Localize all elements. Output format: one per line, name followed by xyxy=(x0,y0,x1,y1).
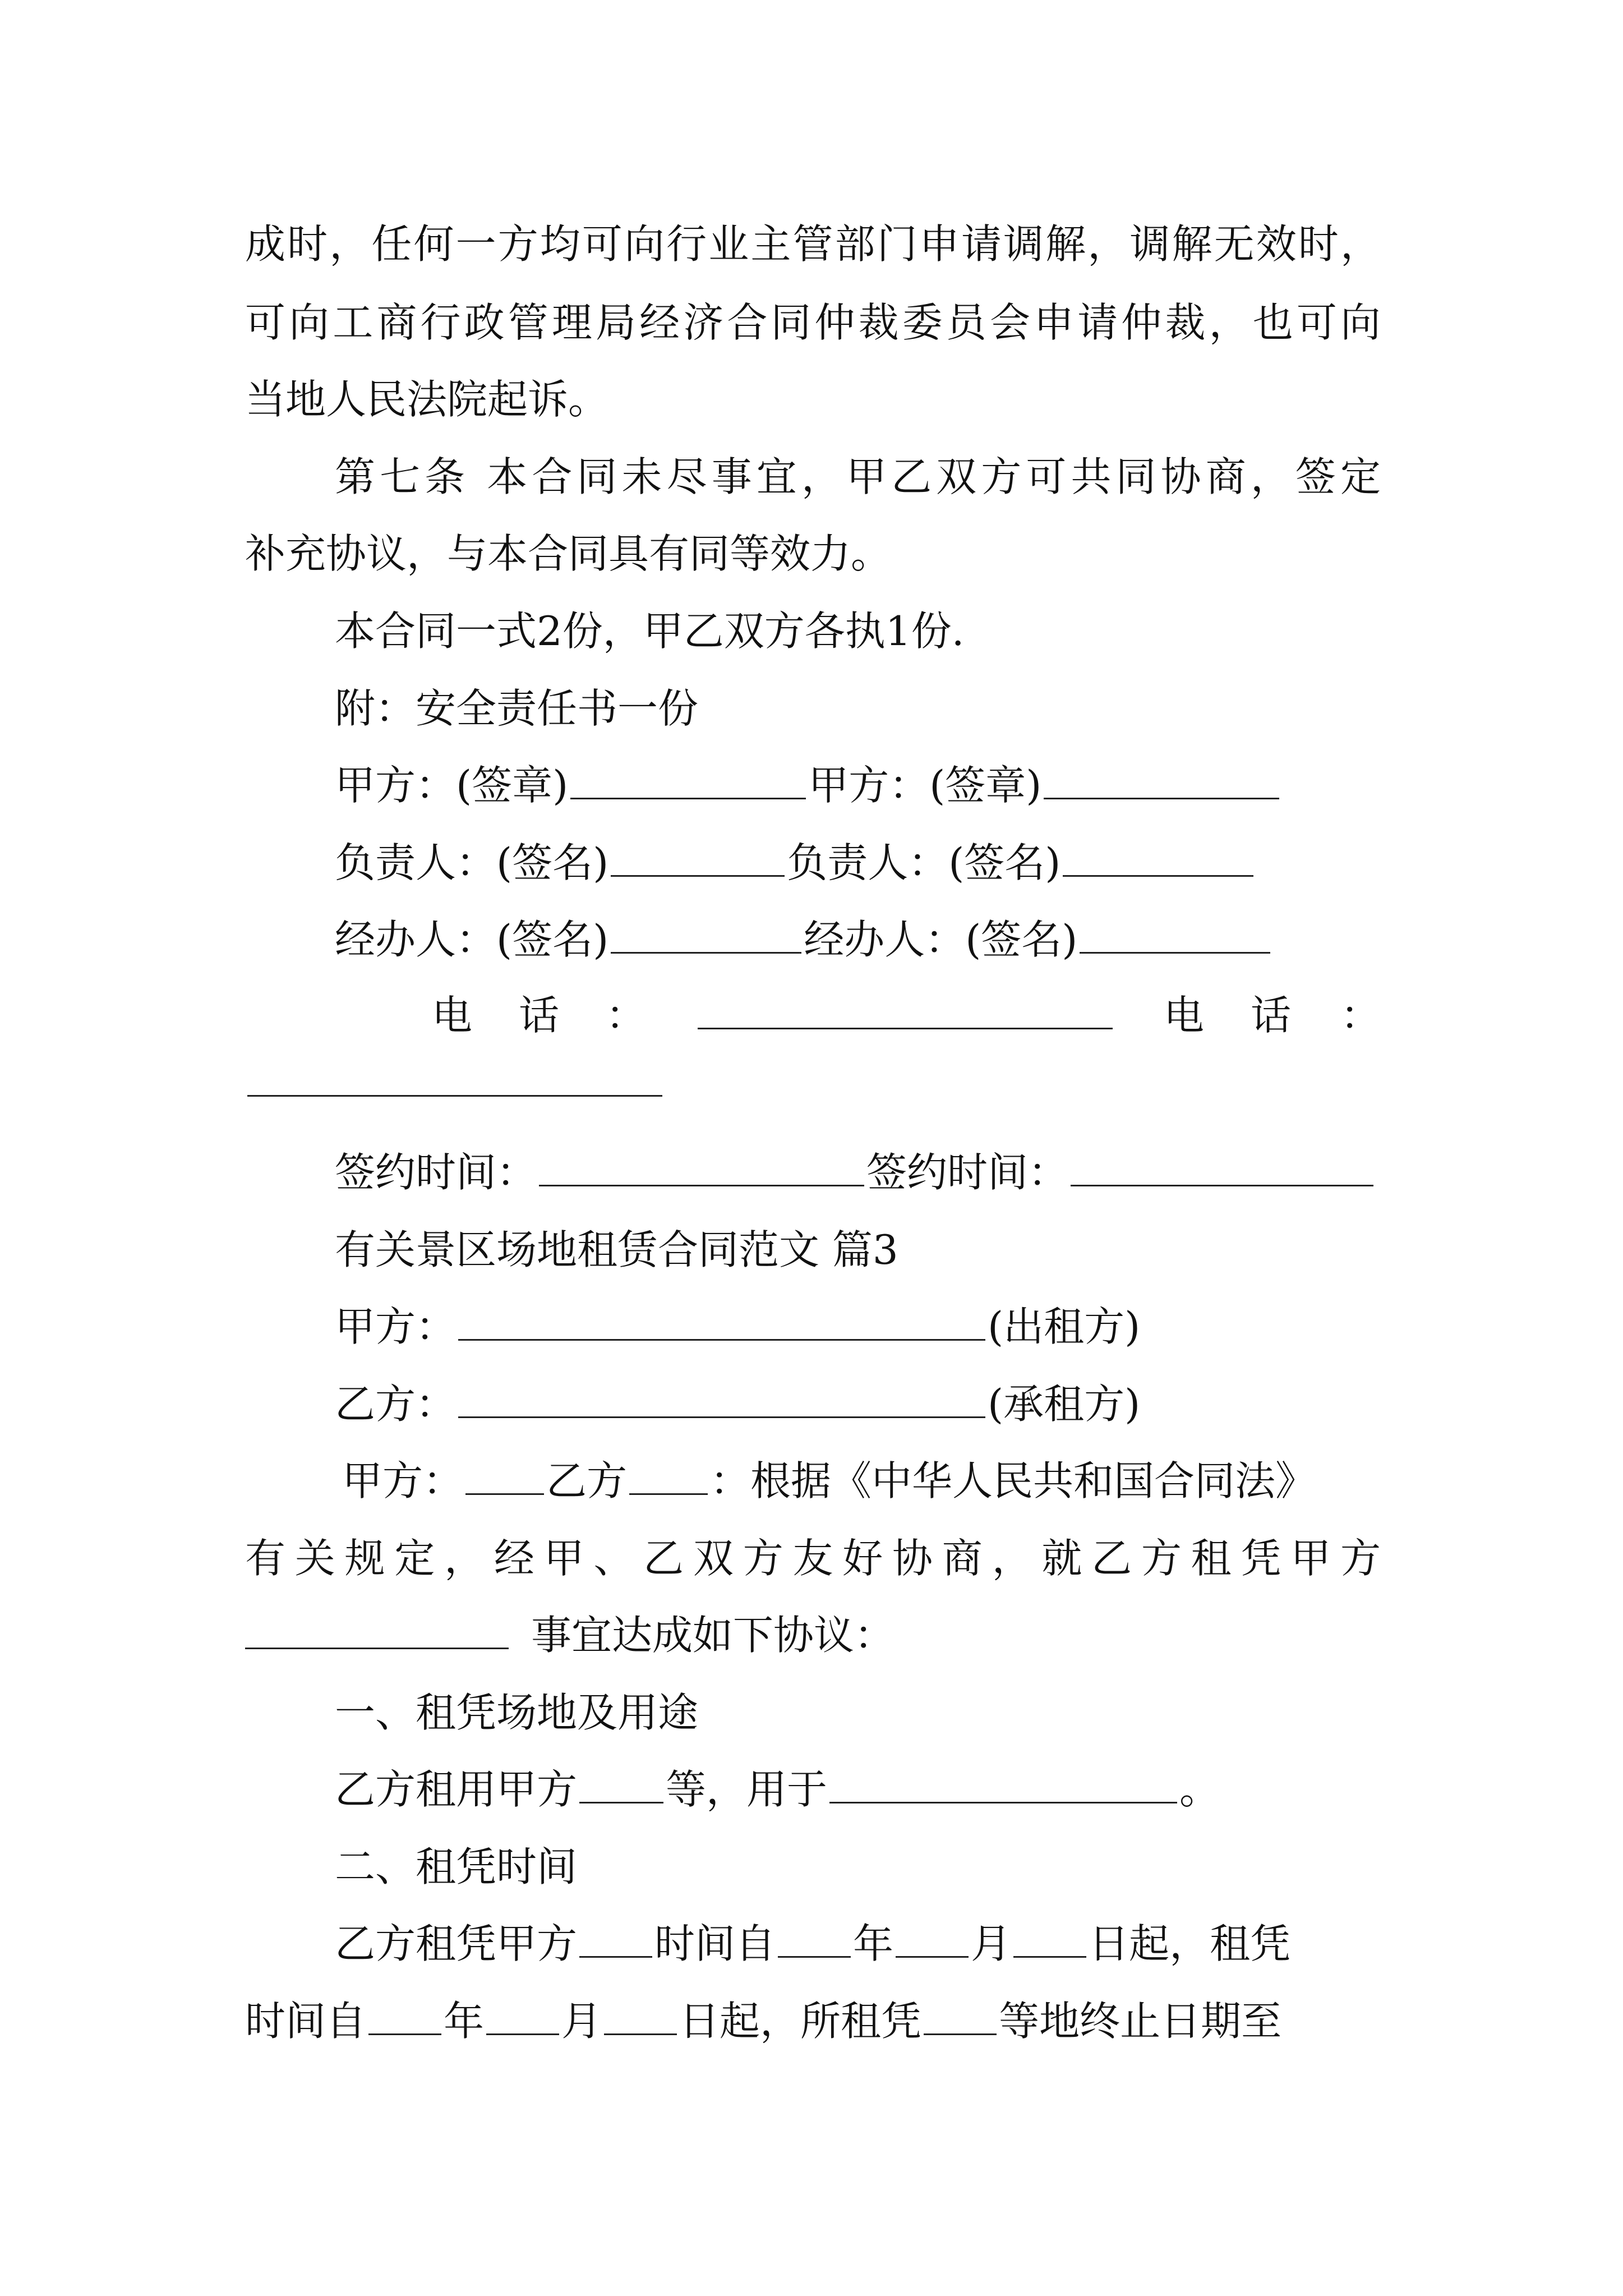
copies-clause: 本合同一式2份，甲乙双方各执1份. xyxy=(335,608,965,655)
lessee-label: 乙方： xyxy=(335,1381,457,1428)
party-a-seal-blank xyxy=(570,758,806,799)
use-premises-blank xyxy=(579,1763,663,1803)
phone-a-blank xyxy=(698,988,1113,1029)
sign-time-row xyxy=(335,1144,1376,1200)
phone-b-char2: 话 xyxy=(1251,992,1292,1039)
phone-b-char1: 电 xyxy=(1164,992,1205,1039)
phone-a-colon: ： xyxy=(606,992,647,1039)
section3-title: 有关景区场地租赁合同范文 篇3 xyxy=(335,1226,898,1273)
sign-time-a-blank xyxy=(539,1145,864,1186)
use-row: 乙方租用甲方 等，用于 。 xyxy=(335,1761,1220,1818)
lessee-role: (承租方) xyxy=(988,1381,1141,1428)
handler-a-blank xyxy=(611,913,801,954)
principal-b-label: 负责人：(签名) xyxy=(787,839,1061,886)
lessee-blank xyxy=(458,1377,985,1418)
term-year-blank xyxy=(778,1917,851,1958)
sign-time-b-blank xyxy=(1071,1145,1373,1186)
phone-b-blank-wrap xyxy=(245,1055,665,1111)
handler-b-label: 经办人：(签名) xyxy=(804,916,1078,963)
handler-a-label: 经办人：(签名) xyxy=(335,916,609,963)
term-item-blank xyxy=(579,1917,652,1958)
preamble-line-2: 有关规定，经甲、乙双方友好协商，就乙方租凭甲方 xyxy=(245,1535,1381,1582)
lessor-role: (出租方) xyxy=(988,1303,1141,1350)
term-month-blank xyxy=(896,1917,969,1958)
party-a-seal-label: 甲方：(签章) xyxy=(335,762,569,809)
article6-line-3: 当地人民法院起诉。 xyxy=(245,376,609,423)
premises-blank xyxy=(245,1608,509,1649)
article6-line-2: 可向工商行政管理局经济合同仲裁委员会申请仲裁，也可向 xyxy=(245,299,1381,346)
article6-line-1: 成时，任何一方均可向行业主管部门申请调解，调解无效时， xyxy=(245,220,1381,268)
party-b-seal-blank xyxy=(1044,758,1279,799)
article7-line-2: 补充协议，与本合同具有同等效力。 xyxy=(245,530,892,577)
principal-row xyxy=(335,835,1256,891)
term2-year-blank xyxy=(368,1994,441,2035)
lease-term-line-2: 时间自 年 月 日起，所租凭 等地终止日期至 xyxy=(245,1993,1281,2049)
preamble-line-3: 事宜达成如下协议： xyxy=(245,1607,895,1663)
lease-term-line-1: 乙方租凭甲方 时间自 年 月 日起，租凭 xyxy=(335,1916,1290,1972)
handler-row xyxy=(335,912,1272,968)
lessee-row xyxy=(335,1376,1140,1432)
heading-lease-term: 二、租凭时间 xyxy=(335,1843,578,1890)
heading-premises-use: 一、租凭场地及用途 xyxy=(335,1689,699,1736)
handler-b-blank xyxy=(1080,913,1270,954)
phone-b-blank xyxy=(247,1056,662,1097)
principal-b-blank xyxy=(1063,836,1253,877)
article7-line-1: 第七条 本合同未尽事宜，甲乙双方可共同协商，签定 xyxy=(335,453,1381,500)
lessor-row xyxy=(335,1299,1140,1355)
phone-a-char2: 话 xyxy=(519,992,560,1039)
term-day-blank xyxy=(1013,1917,1086,1958)
principal-a-blank xyxy=(611,836,785,877)
term2-day-blank xyxy=(604,1994,677,2035)
phone-a-char1: 电 xyxy=(432,992,473,1039)
attachment-note: 附：安全责任书一份 xyxy=(335,685,699,732)
term2-month-blank xyxy=(486,1994,559,2035)
preamble-line-1: 甲方： 乙方 ：根据《中华人民共和国合同法》 xyxy=(342,1453,1316,1509)
use-purpose-blank xyxy=(829,1763,1177,1803)
sign-time-b-label: 签约时间： xyxy=(866,1149,1069,1196)
preamble-blank-b xyxy=(629,1454,708,1495)
phone-a-blank-wrap xyxy=(695,987,1115,1043)
phone-b-colon: ： xyxy=(1340,992,1381,1039)
sign-time-a-label: 签约时间： xyxy=(335,1149,537,1196)
principal-a-label: 负责人：(签名) xyxy=(335,839,609,886)
lessor-blank xyxy=(458,1300,985,1341)
preamble-blank-a xyxy=(465,1454,544,1495)
term2-item-blank xyxy=(924,1994,997,2035)
party-seal-row xyxy=(335,757,1281,813)
party-b-seal-label: 甲方：(签章) xyxy=(808,762,1042,809)
lessor-label: 甲方： xyxy=(335,1303,457,1350)
